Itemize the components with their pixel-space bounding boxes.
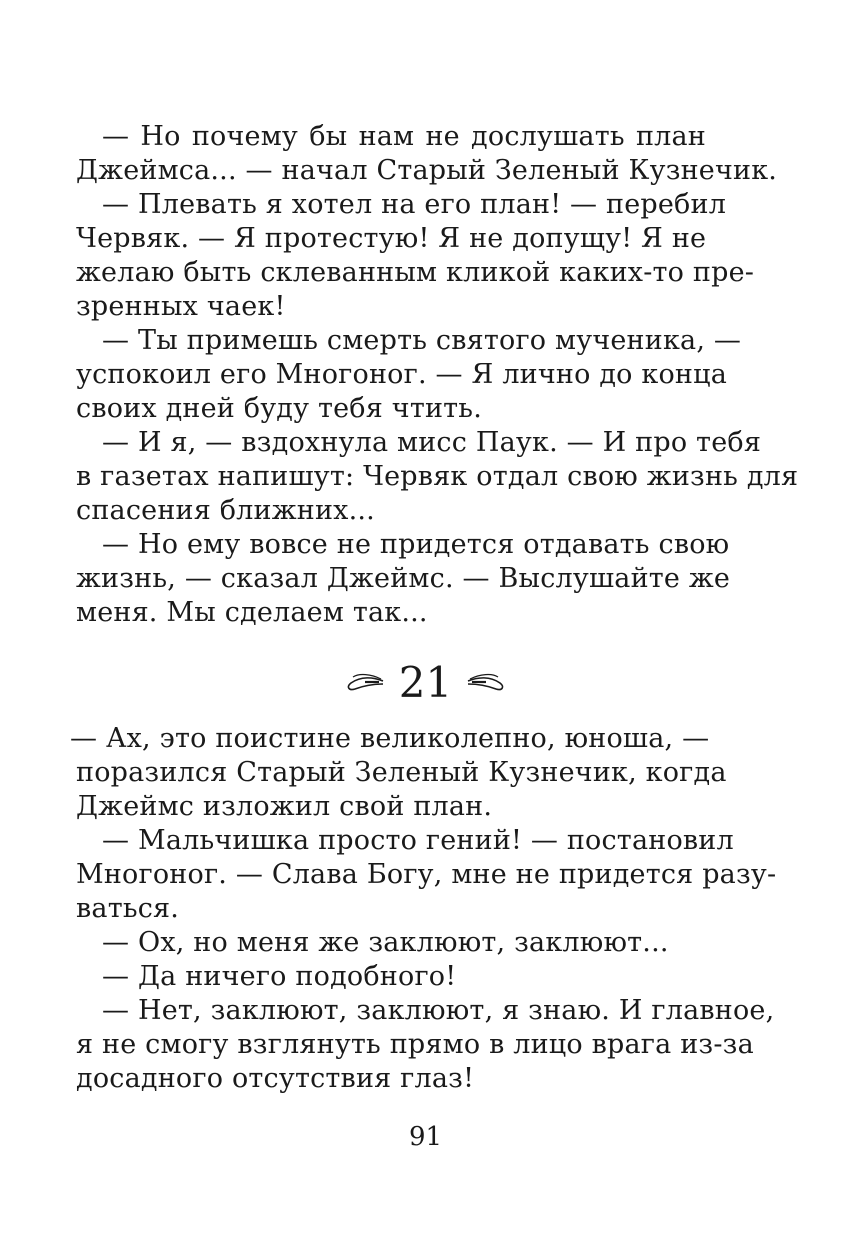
flourish-left-icon bbox=[343, 671, 385, 695]
text-line: своих дней буду тебя чтить. bbox=[76, 393, 482, 424]
text-line: зренных чаек! bbox=[76, 291, 286, 322]
text-line: поразился Старый Зеленый Кузнечик, когда bbox=[76, 757, 727, 788]
text-line: досадного отсутствия глаз! bbox=[76, 1063, 475, 1094]
text-line: я не смогу взглянуть прямо в лицо врага из-за bbox=[76, 1029, 754, 1060]
text-line: — Ох, но меня же заклюют, заклюют... bbox=[102, 927, 669, 958]
flourish-right-icon bbox=[466, 671, 508, 695]
text-block-chapter-21 bbox=[70, 722, 777, 1096]
text-line: — Но почему бы нам не дослушать план bbox=[102, 121, 706, 152]
text-line: — Плевать я хотел на его план! — перебил bbox=[102, 189, 727, 220]
text-line: меня. Мы сделаем так... bbox=[76, 597, 428, 628]
text-line: успокоил его Многоног. — Я лично до конца bbox=[76, 359, 727, 390]
text-line: Многоног. — Слава Богу, мне не придется разу- bbox=[76, 859, 777, 890]
text-line: — Ты примешь смерть святого мученика, — bbox=[102, 325, 742, 356]
text-line: желаю быть склеванным кликой каких-то пре- bbox=[76, 257, 755, 288]
chapter-number: 21 bbox=[398, 658, 453, 707]
page-number: 91 bbox=[408, 1122, 443, 1152]
text-block-before-chapter bbox=[76, 120, 799, 630]
text-line: спасения ближних... bbox=[76, 495, 375, 526]
text-line: жизнь, — сказал Джеймс. — Выслушайте же bbox=[76, 563, 731, 594]
text-line: — Ах, это поистине великолепно, юноша, — bbox=[70, 723, 710, 754]
chapter-heading bbox=[0, 655, 851, 711]
text-line: — Нет, заклюют, заклюют, я знаю. И главное, bbox=[102, 995, 775, 1026]
text-line: Джеймс изложил свой план. bbox=[76, 791, 493, 822]
text-line: — И я, — вздохнула мисс Паук. — И про тебя bbox=[102, 427, 762, 458]
text-line: в газетах напишут: Червяк отдал свою жизнь для bbox=[76, 461, 799, 492]
text-line: Червяк. — Я протестую! Я не допущу! Я не bbox=[76, 223, 707, 254]
text-line: — Да ничего подобного! bbox=[102, 961, 457, 992]
text-line: ваться. bbox=[76, 893, 180, 924]
text-line: Джеймса... — начал Старый Зеленый Кузнечик. bbox=[76, 155, 778, 186]
text-line: — Мальчишка просто гений! — постановил bbox=[102, 825, 734, 856]
text-line: — Но ему вовсе не придется отдавать свою bbox=[102, 529, 730, 560]
